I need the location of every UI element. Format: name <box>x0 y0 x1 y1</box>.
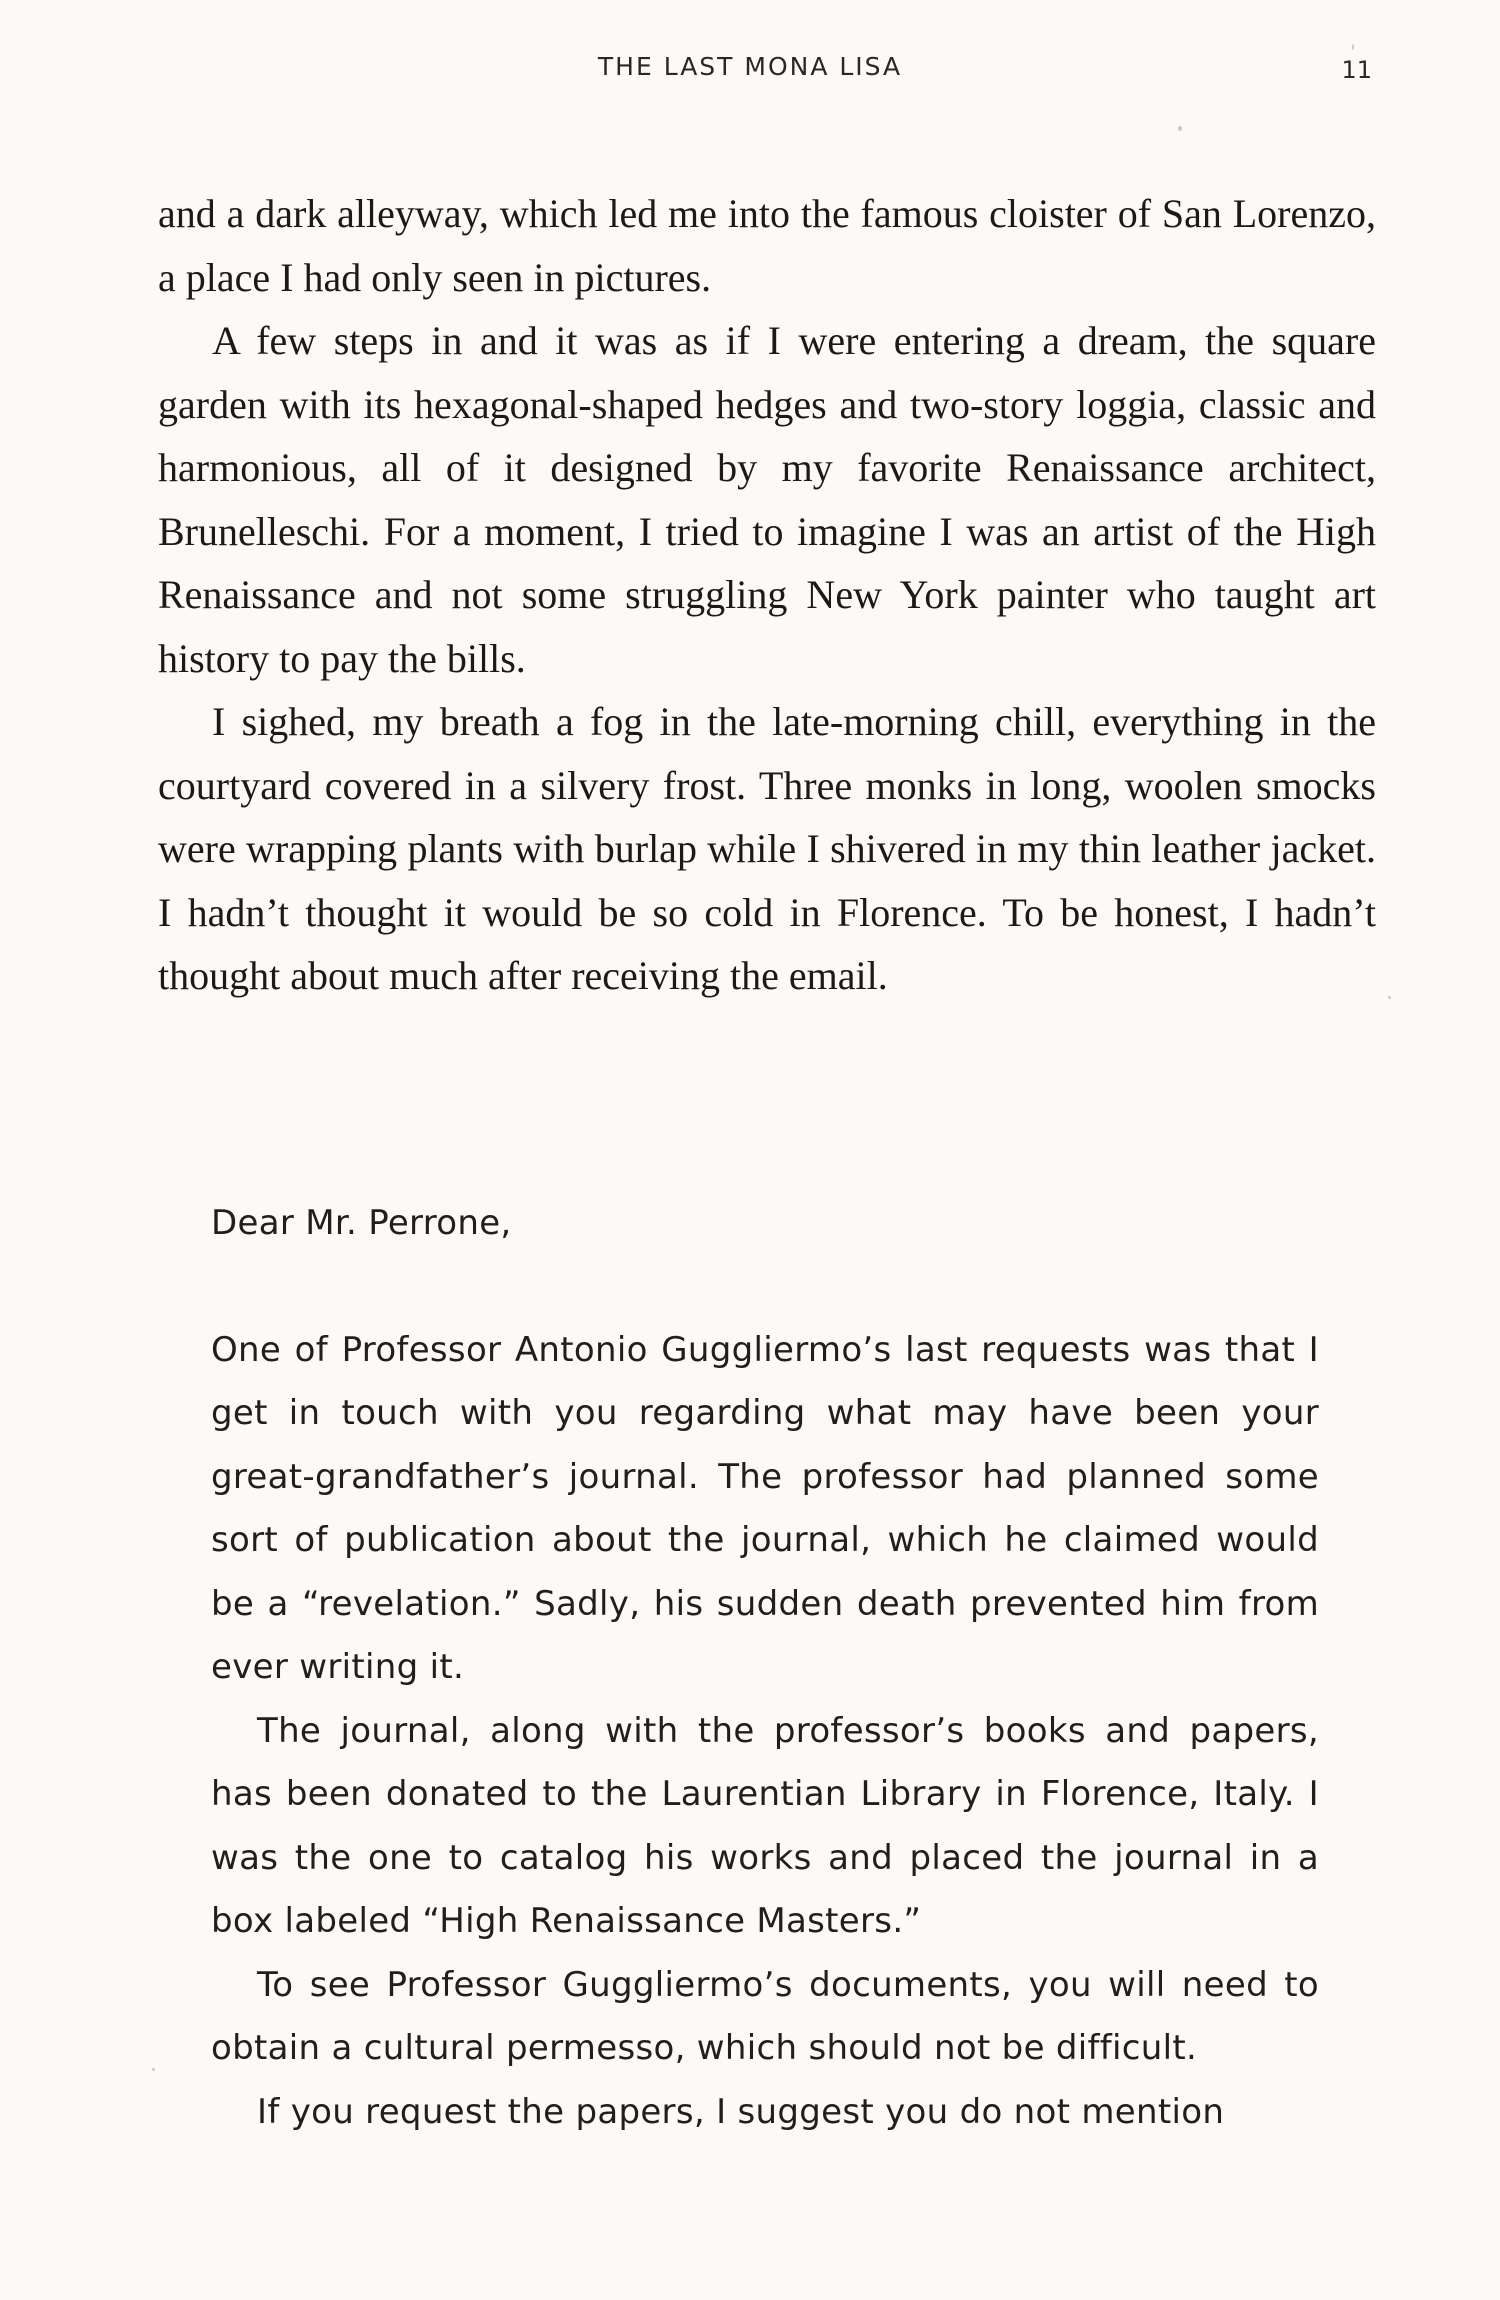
letter-paragraph: To see Professor Guggliermo’s documents, you will need to obtain a cultural permesso, which should not be difficult. <box>211 1964 1319 2068</box>
page-number: 11 <box>1341 56 1372 84</box>
running-head <box>0 52 1500 96</box>
letter-paragraph: If you request the papers, I suggest you do not mention <box>257 2091 1225 2132</box>
letter-salutation: Dear Mr. Perrone, <box>211 1203 512 1243</box>
narrative-text <box>158 182 1376 1008</box>
paper-speck <box>1352 44 1354 50</box>
narrative-paragraph: I sighed, my breath a fog in the late-morning chill, everything in the courtyard covered in a silvery frost. Three monks in long, woolen smocks were wrapping plants with burlap while I shivered in my thin leather jacket. I hadn’t thought it would be so cold in Florence. To be honest, I hadn’t thought about much after receiving the email. <box>158 699 1376 998</box>
paper-speck <box>152 2068 155 2071</box>
paper-speck <box>1388 996 1391 999</box>
running-title: THE LAST MONA LISA <box>597 52 903 81</box>
narrative-paragraph: and a dark alleyway, which led me into the famous cloister of San Lorenzo, a place I had only seen in pictures. <box>158 191 1376 300</box>
letter-paragraph: One of Professor Antonio Guggliermo’s last requests was that I get in touch with you regarding what may have been your great-grandfather’s journal. The professor had planned some sort of publication about the journal, which he claimed would be a “revelation.” Sadly, his sudden death prevented him from ever writing it. <box>211 1329 1319 1687</box>
narrative-paragraph: A few steps in and it was as if I were entering a dream, the square garden with its hexagonal-shaped hedges and two-story loggia, classic and harmonious, all of it designed by my favorite Renaissance architect, Brunelleschi. For a moment, I tried to imagine I was an artist of the High Renaissance and not some struggling New York painter who taught art history to pay the bills. <box>158 318 1376 681</box>
paper-speck <box>1178 126 1182 131</box>
letter-paragraph: The journal, along with the professor’s books and papers, has been donated to the Laurentian Library in Florence, Italy. I was the one to catalog his works and placed the journal in a box labeled “High Renaissance Masters.” <box>211 1710 1319 1941</box>
email-letter <box>211 1192 1319 2144</box>
